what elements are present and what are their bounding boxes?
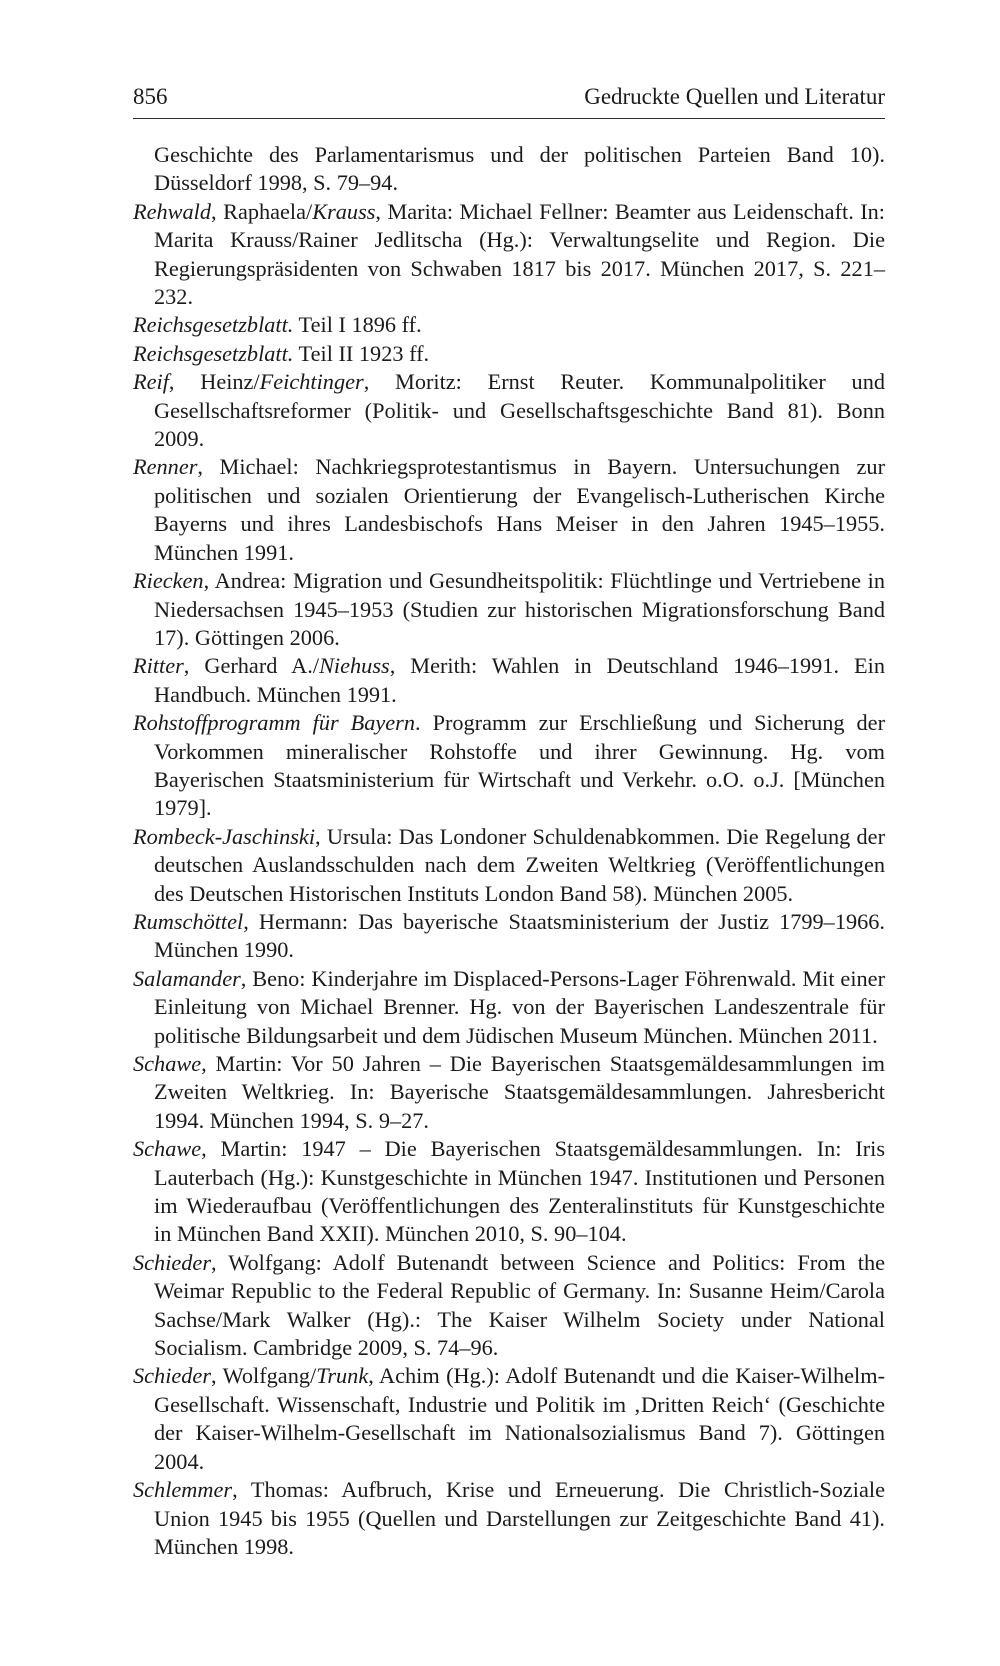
- bibliography-entry: [133, 1249, 885, 1363]
- entry-text: , Wolfgang/: [211, 1363, 317, 1389]
- entry-italic-text: Schieder: [133, 1363, 212, 1389]
- entry-italic-text: Renner: [133, 454, 198, 480]
- entry-text: , Moritz: Ernst Reuter. Kommunalpolitiker und Gesellschaftsreformer (Politik- und Gesellschaftsgeschichte Band 81). Bonn 2009.: [154, 369, 885, 452]
- entry-text: , Beno: Kinderjahre im Displaced-Persons-Lager Föhrenwald. Mit einer Einleitung von Michael Brenner. Hg. von der Bayerischen Landeszentrale für politische Bildungsarbeit und dem Jüdischen Museum München. München 2011.: [154, 965, 885, 1048]
- entry-text: Teil I 1896 ff.: [293, 312, 422, 338]
- entry-text: , Achim (Hg.): Adolf Butenandt und die Kaiser-Wilhelm-Gesellschaft. Wissenschaft, Industrie und Politik im ‚Dritten Reich‘ (Geschichte der Kaiser-Wilhelm-Gesellschaft im Nationalsozialismus Band 7). Göttingen 2004.: [154, 1363, 885, 1474]
- entry-italic-text: Reichsgesetzblatt.: [133, 312, 294, 338]
- entry-italic-text: Rombeck-Jaschinski: [133, 823, 316, 849]
- bibliography-entry: [133, 908, 885, 965]
- entry-text: , Martin: 1947 – Die Bayerischen Staatsgemäldesammlungen. In: Iris Lauterbach (Hg.): Kunstgeschichte in München 1947. Institutionen und Personen im Wiederaufbau (Veröffentlichungen des Zenteralinstituts für Kunstgeschichte in München Band XXII). München 2010, S. 90–104.: [154, 1136, 885, 1247]
- bibliography-entry: [133, 1135, 885, 1249]
- entry-italic-text: Reif: [133, 369, 169, 395]
- bibliography-entry: [133, 311, 885, 339]
- bibliography-entry: [133, 1362, 885, 1476]
- bibliography-entry: [133, 709, 885, 823]
- entry-italic-text: Feichtinger: [259, 369, 364, 395]
- bibliography-entry: [133, 567, 885, 652]
- bibliography-entry: [133, 453, 885, 567]
- entry-text: , Marita: Michael Fellner: Beamter aus Leidenschaft. In: Marita Krauss/Rainer Jedlitscha (Hg.): Verwaltungselite und Region. Die Regierungspräsidenten von Schwaben 1817 bis 2017. München 2017, S. 221–232.: [154, 198, 885, 310]
- entry-italic-text: Krauss: [312, 198, 376, 224]
- bibliography-entry: [133, 340, 885, 368]
- entry-text: . Programm zur Erschließung und Sicherung der Vorkommen mineralischer Rohstoffe und ihrer Gewinnung. Hg. vom Bayerischen Staatsministerium für Wirtschaft und Verkehr. o.O. o.J. [München 1979].: [154, 710, 885, 821]
- bibliography-entry: [133, 368, 885, 453]
- entry-italic-text: Rumschöttel: [133, 908, 244, 934]
- entry-text: , Hermann: Das bayerische Staatsministerium der Justiz 1799–1966. München 1990.: [154, 908, 885, 963]
- entry-italic-text: Schieder: [133, 1249, 212, 1275]
- entry-italic-text: Schlemmer: [133, 1477, 233, 1503]
- entry-text: , Wolfgang: Adolf Butenandt between Science and Politics: From the Weimar Republic to the Federal Republic of Germany. In: Susanne Heim/Carola Sachse/Mark Walker (Hg).: The Kaiser Wilhelm Society under National Socialism. Cambridge 2009, S. 74–96.: [154, 1249, 885, 1361]
- entry-italic-text: Riecken: [133, 568, 204, 594]
- entry-text: Teil II 1923 ff.: [293, 340, 430, 366]
- bibliography-entry: [133, 1050, 885, 1135]
- page-header: [133, 80, 885, 119]
- entry-italic-text: Schawe: [133, 1136, 202, 1162]
- entry-italic-text: Ritter: [133, 653, 184, 679]
- page-number: 856: [133, 84, 168, 109]
- bibliography-entry: [133, 1476, 885, 1561]
- entry-italic-text: Salamander: [133, 965, 241, 991]
- entry-text: , Merith: Wahlen in Deutschland 1946–1991. Ein Handbuch. München 1991.: [154, 653, 885, 707]
- bibliography-entry: [133, 141, 885, 198]
- bibliography-entry: [133, 965, 885, 1050]
- entry-italic-text: Schawe: [133, 1051, 202, 1076]
- entry-italic-text: Trunk: [316, 1363, 369, 1389]
- entry-text: , Martin: Vor 50 Jahren – Die Bayerischen Staatsgemäldesammlungen im Zweiten Weltkrieg. In: Bayerische Staatsgemäldesammlungen. Jahresbericht 1994. München 1994, S. 9–27.: [154, 1051, 885, 1133]
- bibliography-entry: [133, 823, 885, 908]
- entry-text: , Thomas: Aufbruch, Krise und Erneuerung. Die Christlich-Soziale Union 1945 bis 1955 (Quellen und Darstellungen zur Zeitgeschichte Band 41). München 1998.: [154, 1477, 885, 1559]
- running-title: Gedruckte Quellen und Literatur: [584, 84, 885, 109]
- entry-italic-text: Rehwald: [133, 198, 212, 224]
- entry-text: , Gerhard A./: [183, 653, 320, 679]
- bibliography-entry: [133, 652, 885, 709]
- entry-italic-text: Niehuss: [319, 653, 390, 679]
- bibliography-entry: [133, 198, 885, 312]
- entry-italic-text: Rohstoffprogramm für Bayern: [133, 710, 416, 736]
- entry-text: , Raphaela/: [211, 198, 313, 224]
- entry-text: , Heinz/: [168, 369, 260, 395]
- entry-text: , Ursula: Das Londoner Schuldenabkommen. Die Regelung der deutschen Auslandsschulden nach dem Zweiten Weltkrieg (Veröffentlichungen des Deutschen Historischen Instituts London Band 58). München 2005.: [154, 823, 885, 906]
- entry-text: , Andrea: Migration und Gesundheitspolitik: Flüchtlinge und Vertriebene in Niedersachsen 1945–1953 (Studien zur historischen Migrationsforschung Band 17). Göttingen 2006.: [154, 568, 885, 650]
- entry-italic-text: Reichsgesetzblatt.: [133, 340, 294, 366]
- bibliography-list: [133, 141, 885, 1561]
- entry-text: Geschichte des Parlamentarismus und der politischen Parteien Band 10). Düsseldorf 1998, S. 79–94.: [154, 142, 885, 196]
- entry-text: , Michael: Nachkriegsprotestantismus in Bayern. Untersuchungen zur politischen und sozialen Orientierung der Evangelisch-Lutherischen Kirche Bayerns und ihres Landesbischofs Hans Meiser in den Jahren 1945–1955. München 1991.: [154, 454, 885, 565]
